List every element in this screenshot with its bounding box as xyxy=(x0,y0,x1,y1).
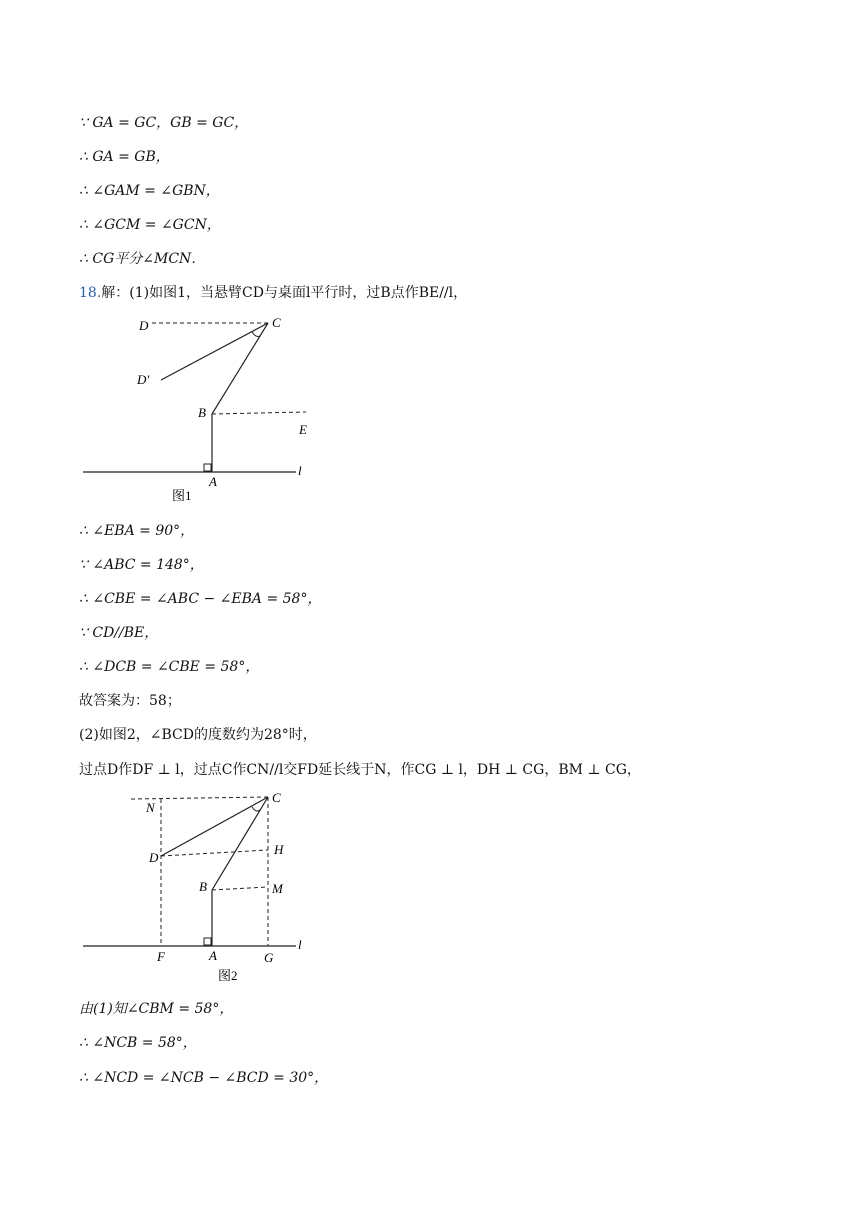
fig1-label-b: B xyxy=(198,405,206,420)
text-line-9: ∵ CD//BE， xyxy=(79,625,159,641)
text-line-8: ∴ ∠CBE = ∠ABC − ∠EBA = 58°， xyxy=(79,591,322,607)
fig1-right-angle-mark xyxy=(204,464,211,471)
text-line-10: ∴ ∠DCB = ∠CBE = 58°， xyxy=(79,659,260,675)
fig2-label-n: N xyxy=(146,800,155,815)
text-line-3: ∴ ∠GAM = ∠GBN， xyxy=(79,183,220,199)
text-line-6: ∴ ∠EBA = 90°， xyxy=(79,523,195,539)
figure-2 xyxy=(70,786,330,986)
fig1-label-l: l xyxy=(298,463,302,478)
problem-18-line: 18.解：(1)如图1，当悬臂CD与桌面l平行时，过B点作BE//l， xyxy=(79,285,468,301)
text-line-11: 故答案为：58； xyxy=(79,693,181,709)
text-line-14: 由(1)知∠CBM = 58°， xyxy=(79,1001,234,1017)
fig2-bm-dashed xyxy=(212,887,268,890)
fig2-caption: 图2 xyxy=(218,968,238,983)
problem-number: 18. xyxy=(79,285,102,301)
fig2-label-b: B xyxy=(199,879,207,894)
text-line-5: ∴ CG平分∠MCN． xyxy=(79,251,206,267)
fig1-angle-arc xyxy=(252,332,260,337)
figure-1 xyxy=(70,310,330,510)
fig2-angle-arc xyxy=(252,807,260,811)
fig1-cd-prime xyxy=(161,323,268,380)
fig2-nc-dashed xyxy=(131,797,268,799)
fig2-label-c: C xyxy=(272,790,281,805)
fig1-caption: 图1 xyxy=(172,488,192,503)
fig2-label-g: G xyxy=(264,950,274,965)
text-line-13: 过点D作DF ⊥ l，过点C作CN//l交FD延长线于N，作CG ⊥ l，DH ⊥ CG，BM ⊥ CG， xyxy=(79,762,641,778)
fig2-label-f: F xyxy=(157,949,165,964)
text-line-4: ∴ ∠GCM = ∠GCN， xyxy=(79,217,221,233)
fig1-label-a: A xyxy=(209,474,217,489)
text-line-15: ∴ ∠NCB = 58°， xyxy=(79,1035,197,1051)
fig2-label-m: M xyxy=(272,881,283,896)
text-line-16: ∴ ∠NCD = ∠NCB − ∠BCD = 30°， xyxy=(79,1070,329,1086)
fig2-label-d: D xyxy=(149,850,159,865)
text-line-7: ∵ ∠ABC = 148°， xyxy=(79,557,204,573)
fig2-label-a: A xyxy=(209,948,217,963)
fig2-cd xyxy=(161,797,268,856)
text-line-1: ∵ GA = GC，GB = GC， xyxy=(79,115,249,131)
fig2-label-l: l xyxy=(298,937,302,952)
fig1-label-d: D xyxy=(139,318,149,333)
fig1-be-dashed xyxy=(212,412,306,414)
fig1-label-e: E xyxy=(299,422,307,437)
fig2-label-h: H xyxy=(274,842,284,857)
fig2-right-angle-mark xyxy=(204,938,211,945)
fig2-dh-dashed xyxy=(161,850,268,856)
text-line-2: ∴ GA = GB， xyxy=(79,149,170,165)
text-line-12: (2)如图2，∠BCD的度数约为28°时， xyxy=(79,727,317,743)
fig1-label-c: C xyxy=(272,315,281,330)
fig1-label-dprime: D′ xyxy=(137,372,150,387)
fig2-cb xyxy=(212,797,268,890)
